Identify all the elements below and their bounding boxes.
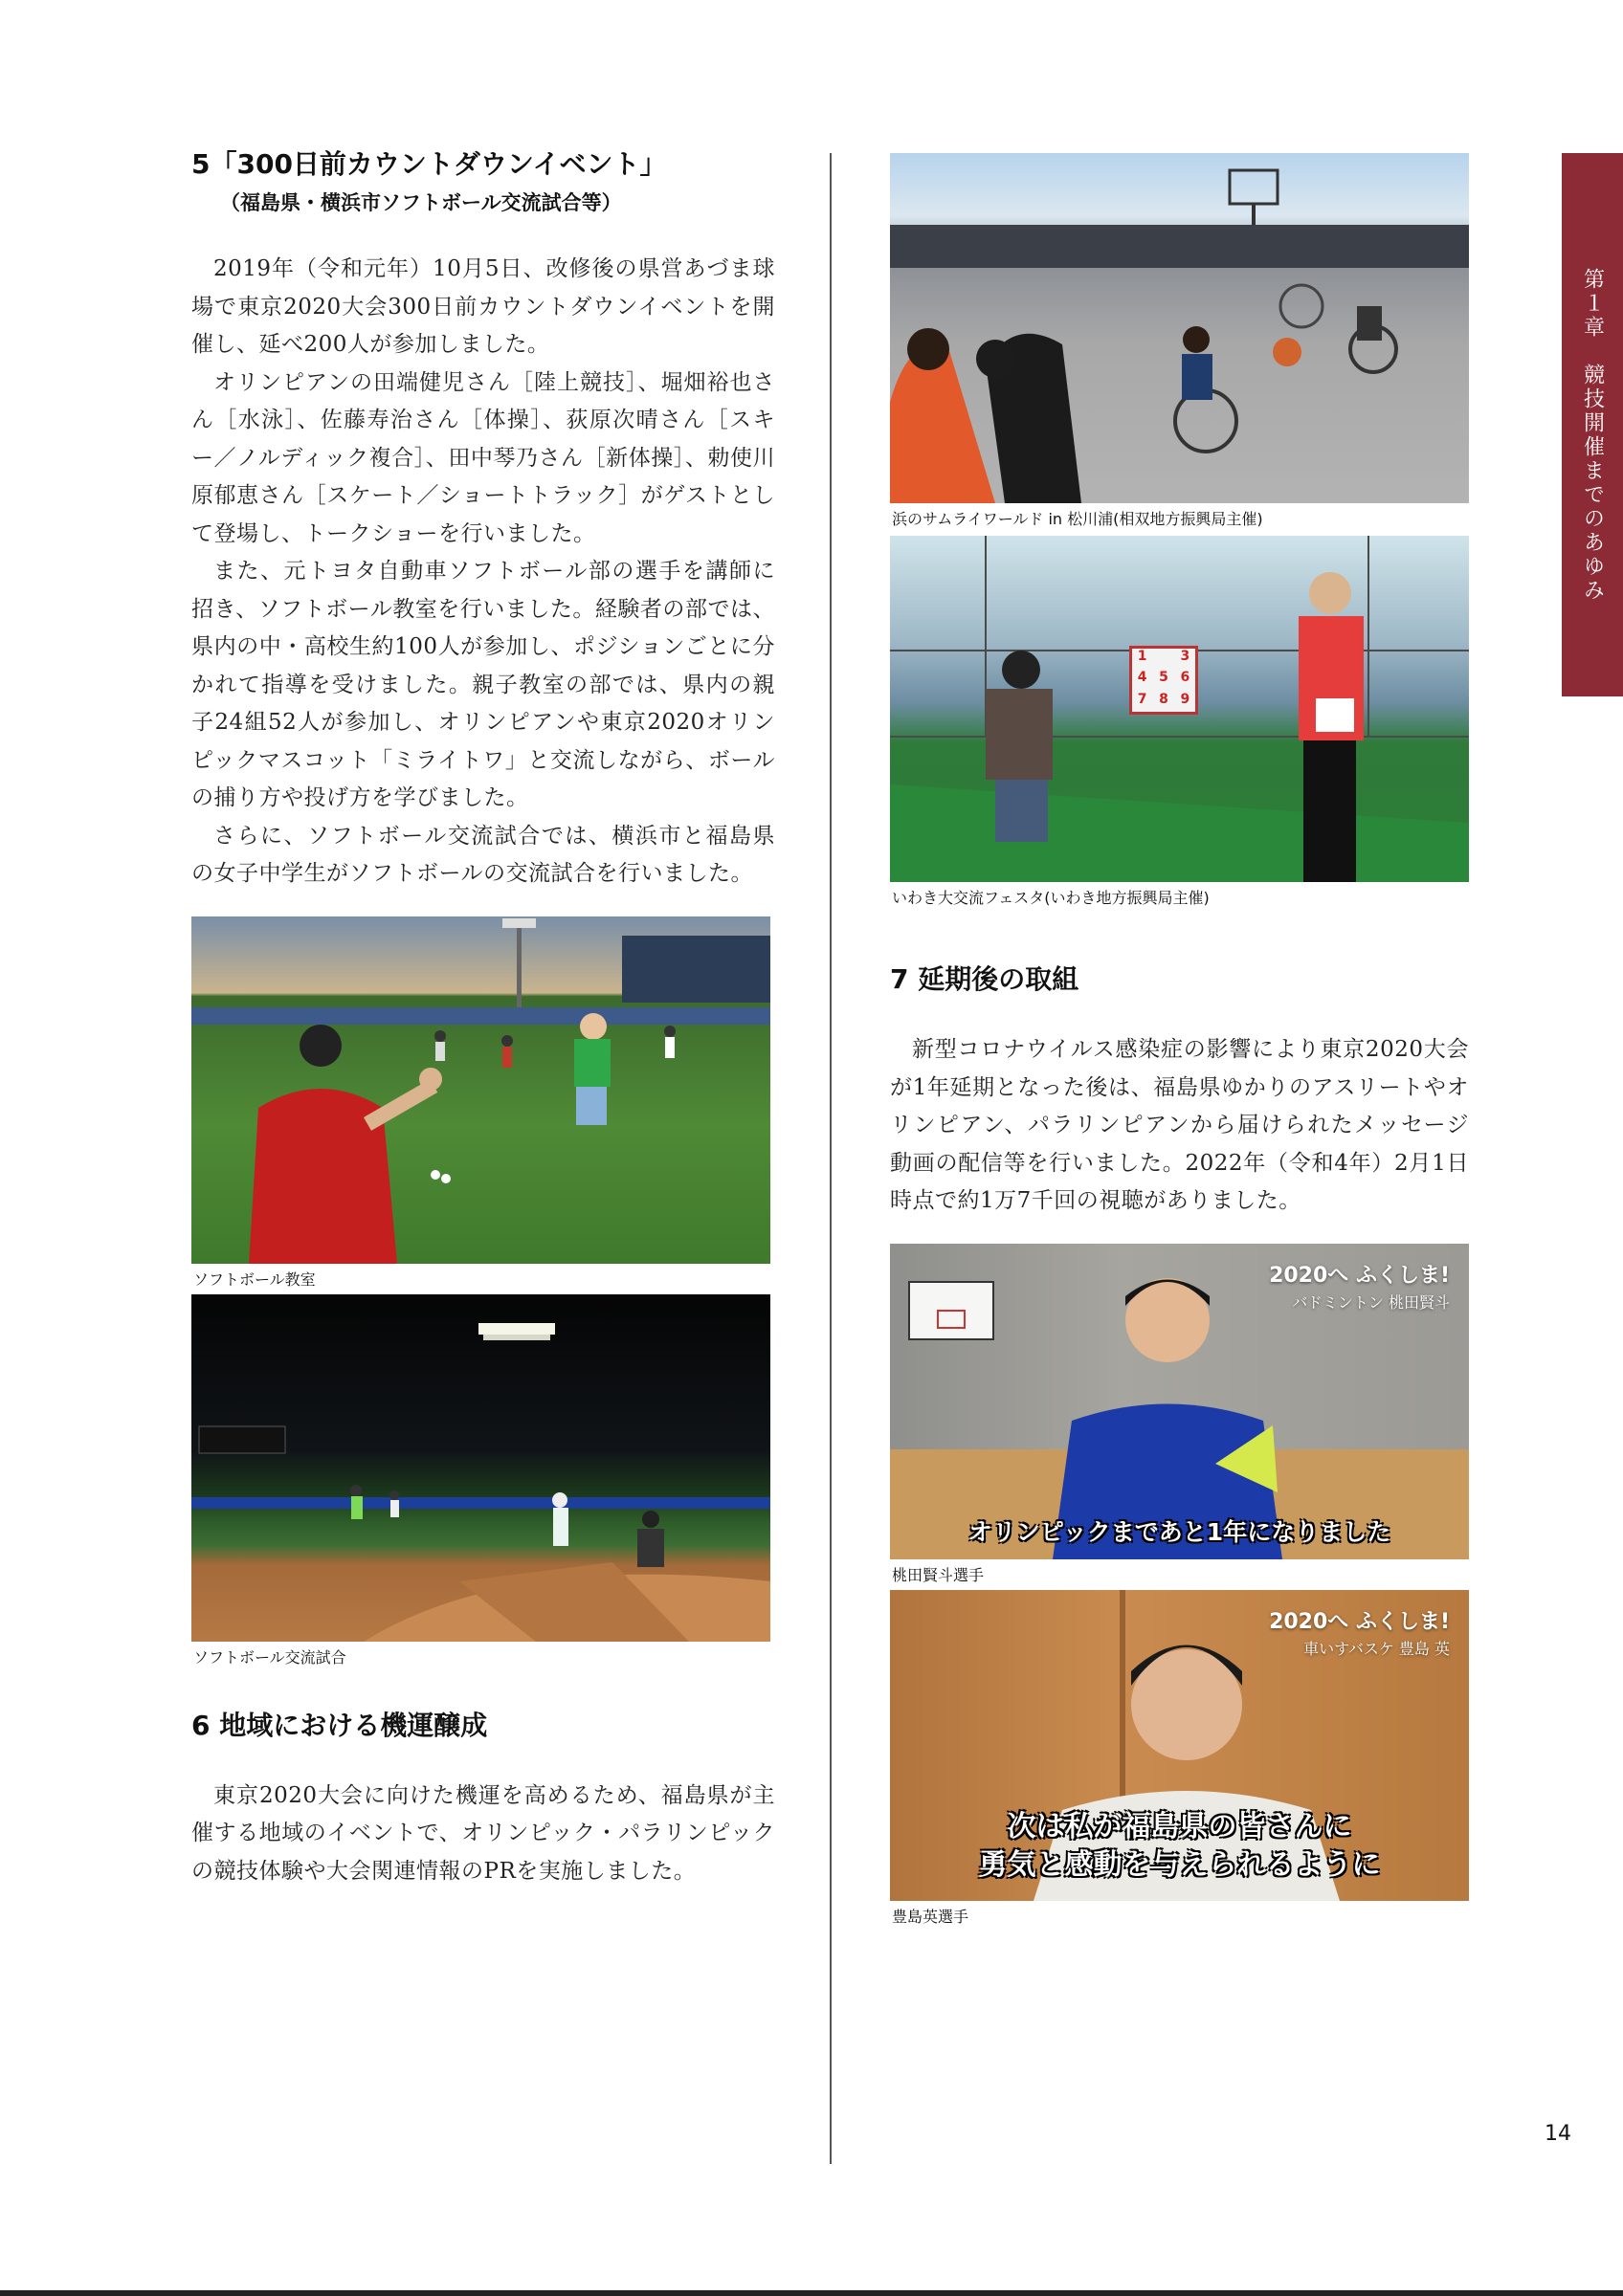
toyoshima-caption: 豊島英選手 bbox=[892, 1907, 969, 1926]
scoreboard-cell: 6 bbox=[1180, 670, 1190, 686]
scoreboard-cell: 5 bbox=[1159, 670, 1168, 686]
samurai-world-photo bbox=[890, 153, 1469, 503]
bottom-rule bbox=[0, 2290, 1623, 2296]
softball-game-photo bbox=[191, 1294, 770, 1642]
chapter-tab bbox=[1562, 153, 1623, 696]
section7-paragraph: 新型コロナウイルス感染症の影響により東京2020大会が1年延期となった後は、福島県ゆかりのアスリートやオリンピアン、パラリンピアンから届けられたメッセージ動画の配信等を行いました。2022年（令和4年）2月1日時点で約1万7千回の視聴がありました。 bbox=[890, 1037, 1469, 1213]
scoreboard-cell: 9 bbox=[1180, 691, 1190, 707]
scoreboard-cell: 4 bbox=[1137, 670, 1147, 686]
scoreboard-cell: 8 bbox=[1159, 691, 1168, 707]
toyoshima-subtitle bbox=[890, 1808, 1469, 1885]
section5-paragraph: オリンピアンの田端健児さん［陸上競技］、堀畑裕也さん［水泳］、佐藤寿治さん［体操］、荻原次晴さん［スキー／ノルディック複合］、田中琴乃さん［新体操］、勅使川原郁恵さん［スケート／ショートトラック］がゲストとして登場し、トークショーを行いました。 bbox=[191, 369, 775, 546]
toyoshima-overlay-title: 2020へ ふくしま! bbox=[1269, 1609, 1450, 1634]
softball-class-photo bbox=[191, 916, 770, 1264]
left-column bbox=[191, 144, 775, 1890]
toyoshima-video-still bbox=[890, 1590, 1469, 1901]
scoreboard-cell: 1 bbox=[1137, 649, 1147, 664]
section5-body bbox=[191, 251, 775, 894]
softball-class-illustration bbox=[191, 916, 770, 1264]
momota-caption: 桃田賢斗選手 bbox=[892, 1565, 985, 1584]
momota-overlay-title: 2020へ ふくしま! bbox=[1269, 1263, 1450, 1288]
toyoshima-subtitle-line: 次は私が福島県の皆さんに bbox=[1007, 1809, 1352, 1843]
scoreboard-cell: 3 bbox=[1180, 649, 1190, 664]
section5-title: 5「300日前カウントダウンイベント」 bbox=[191, 148, 667, 180]
page-number: 14 bbox=[1545, 2122, 1571, 2146]
softball-game-caption: ソフトボール交流試合 bbox=[193, 1647, 346, 1667]
softball-class-caption: ソフトボール教室 bbox=[193, 1269, 316, 1289]
column-divider bbox=[830, 153, 832, 2164]
section5-paragraph: さらに、ソフトボール交流試合では、横浜市と福島県の女子中学生がソフトボールの交流試合を行いました。 bbox=[191, 823, 775, 886]
scoreboard-cell bbox=[1153, 649, 1173, 669]
section6-title: 6 地域における機運醸成 bbox=[191, 1709, 488, 1741]
section7-body bbox=[890, 1031, 1469, 1221]
iwaki-festa-photo bbox=[890, 536, 1469, 882]
momota-overlay-name: バドミントン 桃田賢斗 bbox=[1292, 1292, 1450, 1312]
toyoshima-subtitle-line: 勇気と感動を与えられるように bbox=[978, 1847, 1381, 1882]
toyoshima-overlay-name: 車いすバスケ 豊島 英 bbox=[1303, 1639, 1450, 1658]
momota-subtitle: オリンピックまであと1年になりました bbox=[967, 1517, 1391, 1546]
momota-overlay bbox=[1269, 1259, 1450, 1313]
toyoshima-overlay bbox=[1269, 1605, 1450, 1659]
section5-subtitle: （福島県・横浜市ソフトボール交流試合等） bbox=[220, 191, 622, 214]
samurai-world-caption: 浜のサムライワールド in 松川浦(相双地方振興局主催) bbox=[892, 510, 1263, 528]
scoreboard-cell: 7 bbox=[1137, 691, 1147, 707]
section6-body bbox=[191, 1777, 775, 1891]
right-column bbox=[890, 153, 1469, 1926]
section7-title: 7 延期後の取組 bbox=[890, 963, 1079, 995]
chapter-tab-label: 第１章 競技開催までのあゆみ bbox=[1580, 268, 1605, 603]
samurai-world-illustration bbox=[890, 153, 1469, 503]
pitching-scoreboard bbox=[1129, 646, 1198, 715]
iwaki-festa-caption: いわき大交流フェスタ(いわき地方振興局主催) bbox=[892, 889, 1210, 907]
section5-paragraph: また、元トヨタ自動車ソフトボール部の選手を講師に招き、ソフトボール教室を行いました。経験者の部では、県内の中・高校生約100人が参加し、ポジションごとに分かれて指導を受けました。親子教室の部では、県内の親子24組52人が参加し、オリンピアンや東京2020オリンピックマスコット「ミライトワ」と交流しながら、ボールの捕り方や投げ方を学びました。 bbox=[191, 559, 775, 810]
section5-paragraph: 2019年（令和元年）10月5日、改修後の県営あづま球場で東京2020大会300日前カウントダウンイベントを開催し、延べ200人が参加しました。 bbox=[191, 256, 775, 357]
momota-video-still bbox=[890, 1244, 1469, 1559]
softball-game-illustration bbox=[191, 1294, 770, 1642]
section6-paragraph: 東京2020大会に向けた機運を高めるため、福島県が主催する地域のイベントで、オリンピック・パラリンピックの競技体験や大会関連情報のPRを実施しました。 bbox=[191, 1782, 775, 1884]
